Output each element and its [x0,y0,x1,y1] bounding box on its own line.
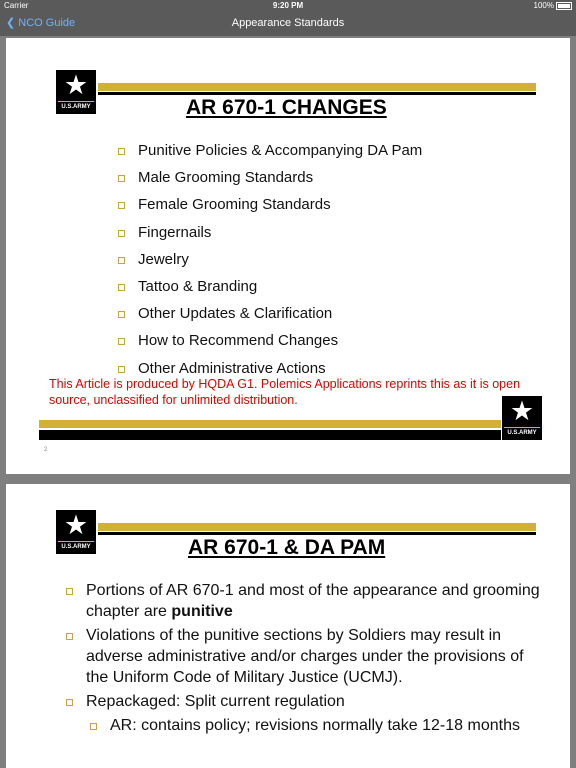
bullet-square-icon [66,633,73,640]
list-item: Tattoo & Branding [116,278,536,305]
battery-icon [556,2,572,10]
list-item: Other Administrative Actions [116,360,536,387]
bullet-square-icon [118,257,125,264]
army-logo-label: U.S.ARMY [58,541,94,552]
list-item: Male Grooming Standards [116,169,536,196]
list-item: Other Updates & Clarification [116,305,536,332]
header-gold-stripe [98,523,536,531]
bullet-square-icon [118,284,125,291]
bullet-square-icon [90,723,97,730]
carrier-label: Carrier [4,1,29,10]
slide-title: AR 670-1 CHANGES [186,96,387,119]
changes-list [116,142,536,387]
army-logo [502,396,542,440]
list-item: How to Recommend Changes [116,332,536,359]
army-logo [56,70,96,114]
header-black-stripe [98,532,536,535]
army-logo-label: U.S.ARMY [504,427,540,438]
bullet-square-icon [66,699,73,706]
bullet-square-icon [66,588,73,595]
back-button-label: NCO Guide [18,17,76,29]
distribution-notice: This Article is produced by HQDA G1. Polemics Applications reprints this as it is open source, unclassified for unlimited distribution. [49,377,521,407]
army-logo [56,510,96,554]
army-logo-label: U.S.ARMY [58,101,94,112]
header-black-stripe [98,92,536,95]
list-item: AR: contains policy; revisions normally take 12-18 months [88,715,564,736]
footer-black-stripe [39,430,501,440]
page-number: 2 [44,447,48,453]
header-gold-stripe [98,83,536,91]
slide-title: AR 670-1 & DA PAM [188,536,386,559]
list-item: Jewelry [116,251,536,278]
bullet-square-icon [118,366,125,373]
bullet-square-icon [118,311,125,318]
list-item: Violations of the punitive sections by Soldiers may result in adverse administrative and/or charges under the provisions of the Uniform Code of Military Justice (UCMJ). [64,625,564,688]
list-item: Punitive Policies & Accompanying DA Pam [116,142,536,169]
list-item: Repackaged: Split current regulation [64,691,564,712]
battery-indicator [534,1,572,10]
list-item: Portions of AR 670-1 and most of the appearance and grooming chapter are punitive [64,580,564,622]
navigation-bar [0,12,576,36]
star-icon: ★ [509,396,535,426]
status-bar [0,0,576,12]
slide-ar670-changes [6,38,570,474]
star-icon: ★ [63,510,89,540]
star-icon: ★ [63,70,89,100]
list-item: Female Grooming Standards [116,196,536,223]
bullet-square-icon [118,202,125,209]
bullet-square-icon [118,338,125,345]
page-title: Appearance Standards [231,17,345,29]
battery-percent: 100% [533,1,554,10]
bullet-square-icon [118,148,125,155]
bullet-square-icon [118,175,125,182]
slide-ar670-da-pam [6,484,570,768]
list-item: Fingernails [116,224,536,251]
clock: 9:20 PM [272,1,304,10]
da-pam-list [64,580,564,739]
bullet-square-icon [118,230,125,237]
chevron-left-icon: ❮ [6,17,16,29]
footer-gold-stripe [39,420,501,428]
